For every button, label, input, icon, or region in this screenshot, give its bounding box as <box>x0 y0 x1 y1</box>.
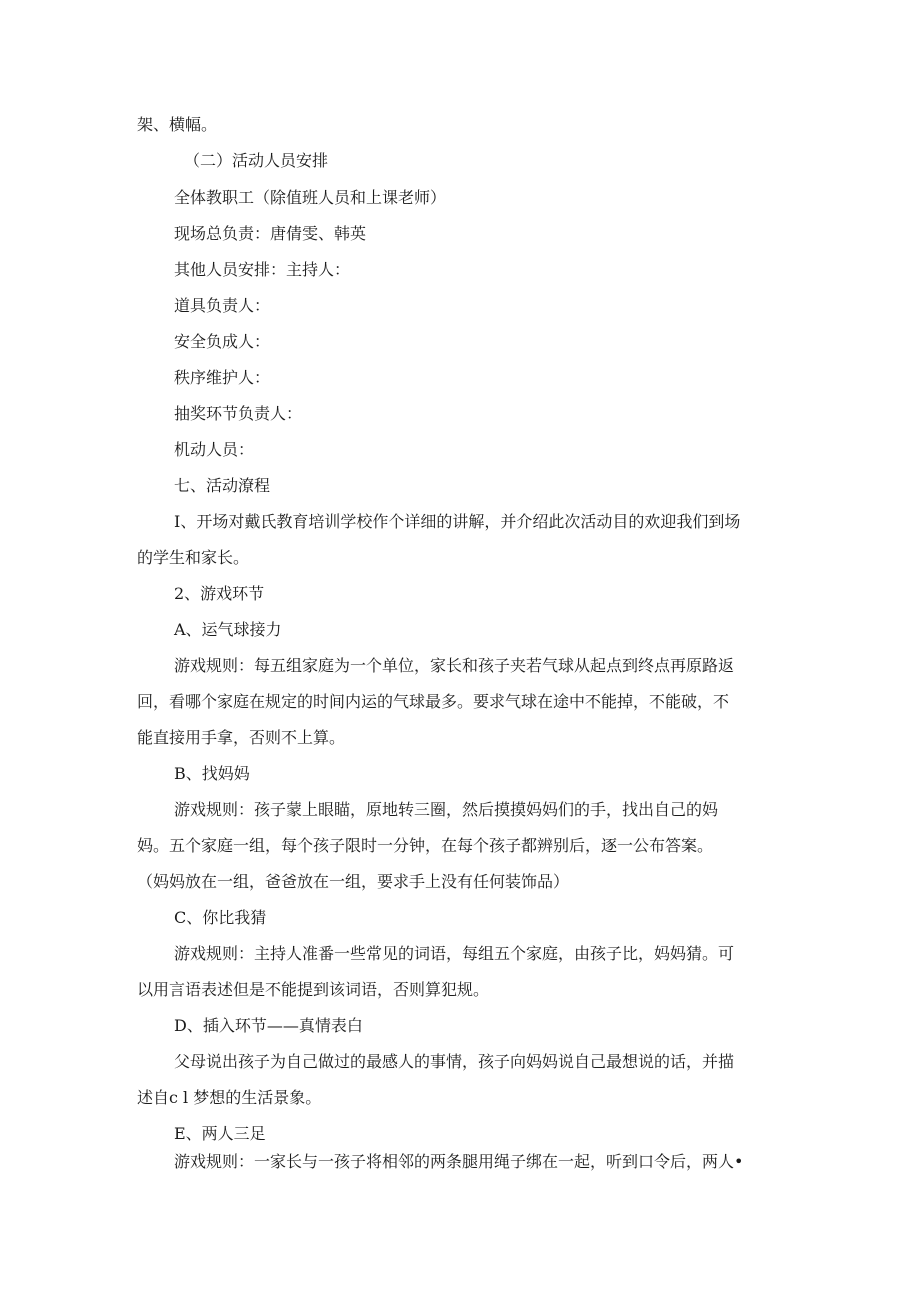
paragraph-line: 回，看哪个家庭在规定的时间内运的气球最多。要求气球在途中不能掉，不能破，不 <box>137 692 730 711</box>
game-heading: E、两人三足 <box>174 1124 266 1143</box>
paragraph-line: I、开场对戴氏教育培训学校作个详细的讲解，并介绍此次活动目的欢迎我们到场 <box>174 512 741 531</box>
paragraph-line: 游戏规则：孩子蒙上眼瞄，原地转三圈，然后摸摸妈妈们的手，找出自己的妈 <box>174 800 719 819</box>
section-heading: （二）活动人员安排 <box>184 151 329 170</box>
game-heading: C、你比我猜 <box>174 908 267 927</box>
section-heading: 七、活动潦程 <box>174 476 271 495</box>
text-line: 其他人员安排：主持人： <box>174 260 351 279</box>
paragraph-line: 游戏规则：主持人准番一些常见的词语，每组五个家庭，由孩子比，妈妈猜。可 <box>174 944 735 963</box>
game-heading: A、运气球接力 <box>174 620 282 639</box>
paragraph-line: 游戏规则：一家长与一孩子将相邻的两条腿用绳子绑在一起，听到口令后，两人• <box>174 1152 744 1171</box>
paragraph-line: 以用言语表述但是不能提到该词语，否则算犯规。 <box>137 980 490 999</box>
paragraph-line: 能直接用手拿，否则不上算。 <box>137 728 346 747</box>
text-line: 架、横幅。 <box>137 115 218 134</box>
text-line: 现场总负责：唐倩雯、韩英 <box>174 224 367 243</box>
text-line: 机动人员： <box>174 440 255 459</box>
game-heading: B、找妈妈 <box>174 764 250 783</box>
text-line: 安全负成人： <box>174 332 271 351</box>
text-line: 道具负责人： <box>174 296 271 315</box>
paragraph-line: 妈。五个家庭一组，每个孩子限时一分钟，在每个孩子都辨别后，逐一公布答案。 <box>137 836 714 855</box>
paragraph-line: 游戏规则：每五组家庭为一个单位，家长和孩子夹若气球从起点到终点再原路返 <box>174 656 735 675</box>
paragraph-line: 父母说出孩子为自己做过的最感人的事情，孩子向妈妈说自己最想说的话，并描 <box>174 1052 735 1071</box>
text-line: 抽奖环节负责人： <box>174 404 303 423</box>
text-line: 秩序维护人： <box>174 368 271 387</box>
section-heading: 2、游戏环节 <box>174 584 265 603</box>
text-line: 全体教职工（除值班人员和上课老师） <box>174 188 447 207</box>
paragraph-line: （妈妈放在一组，爸爸放在一组，要求手上没有任何装饰品） <box>137 872 570 891</box>
game-heading: D、插入环节——真情表白 <box>174 1016 363 1035</box>
paragraph-line: 的学生和家长。 <box>137 548 250 567</box>
paragraph-line: 述自c l 梦想的生活景象。 <box>137 1088 322 1107</box>
